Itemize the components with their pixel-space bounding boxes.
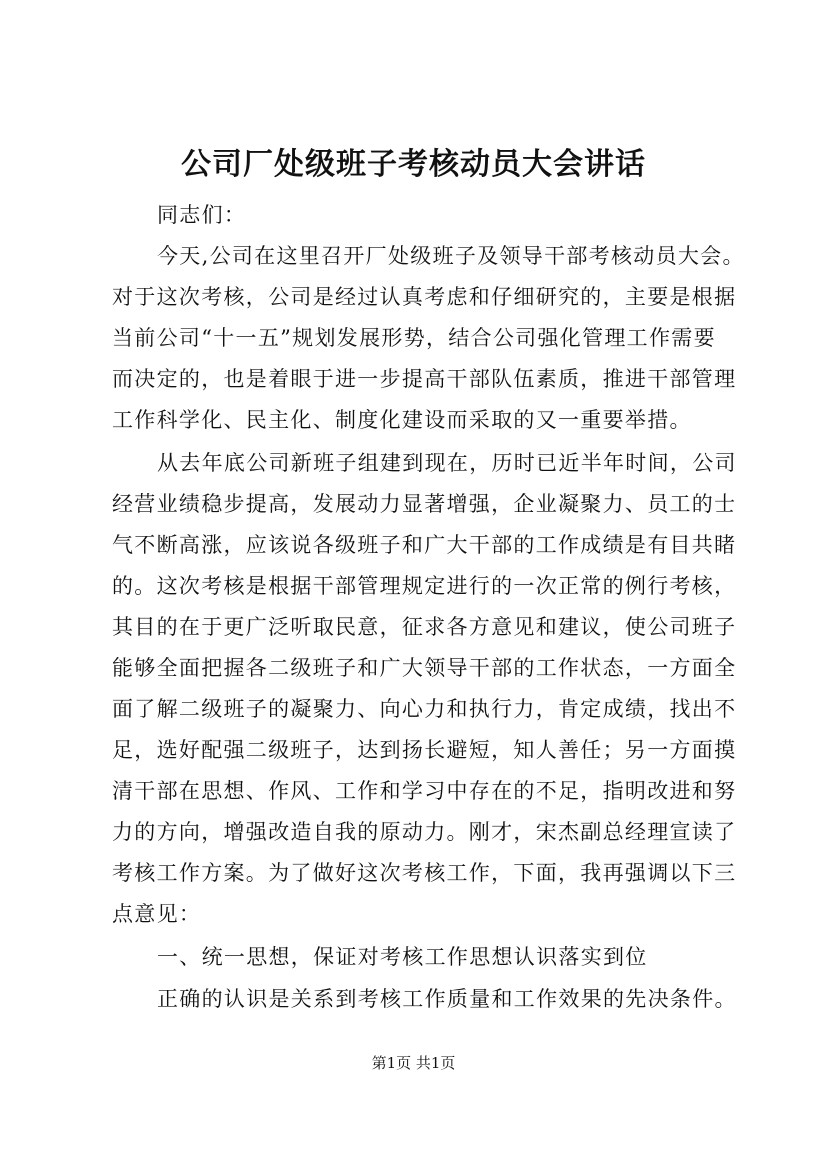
section-heading-1: 一、统一思想，保证对考核工作思想认识落实到位 [157,945,648,969]
page-footer: 第1页 共1页 [371,1054,456,1072]
paragraph-2-line-8: 足，选好配强二级班子，达到扬长避短，知人善任；另一方面摸 [112,738,737,762]
paragraph-2-line-10: 力的方向，增强改造自我的原动力。刚才，宋杰副总经理宣读了 [112,820,737,844]
paragraph-3-line-1: 正确的认识是关系到考核工作质量和工作效果的先决条件。 [157,987,737,1011]
paragraph-1-line-5: 工作科学化、民主化、制度化建设而采取的又一重要举措。 [112,408,692,432]
paragraph-2-line-2: 经营业绩稳步提高，发展动力显著增强，企业凝聚力、员工的士 [112,492,737,516]
paragraph-2-line-11: 考核工作方案。为了做好这次考核工作，下面，我再强调以下三 [112,861,737,885]
paragraph-2-line-5: 其目的在于更广泛听取民意，征求各方意见和建议，使公司班子 [112,615,737,639]
paragraph-1-line-4: 而决定的，也是着眼于进一步提高干部队伍素质，推进干部管理 [112,367,737,391]
paragraph-2-line-7: 面了解二级班子的凝聚力、向心力和执行力，肯定成绩，找出不 [112,697,737,721]
paragraph-2-line-9: 清干部在思想、作风、工作和学习中存在的不足，指明改进和努 [112,779,737,803]
document-title: 公司厂处级班子考核动员大会讲话 [181,147,646,182]
paragraph-2-line-1: 从去年底公司新班子组建到现在，历时已近半年时间，公司 [157,451,737,475]
paragraph-1-line-3: 当前公司“十一五”规划发展形势，结合公司强化管理工作需要 [112,326,716,350]
salutation: 同志们： [157,203,247,227]
paragraph-1-line-2: 对于这次考核，公司是经过认真考虑和仔细研究的，主要是根据 [112,285,737,309]
paragraph-2-line-4: 的。这次考核是根据干部管理规定进行的一次正常的例行考核， [112,574,737,598]
paragraph-2-line-3: 气不断高涨，应该说各级班子和广大干部的工作成绩是有目共睹 [112,533,737,557]
paragraph-1-line-1: 今天,公司在这里召开厂处级班子及领导干部考核动员大会。 [157,244,745,268]
paragraph-2-line-6: 能够全面把握各二级班子和广大领导干部的工作状态，一方面全 [112,656,737,680]
paragraph-2-line-12: 点意见： [112,902,202,926]
